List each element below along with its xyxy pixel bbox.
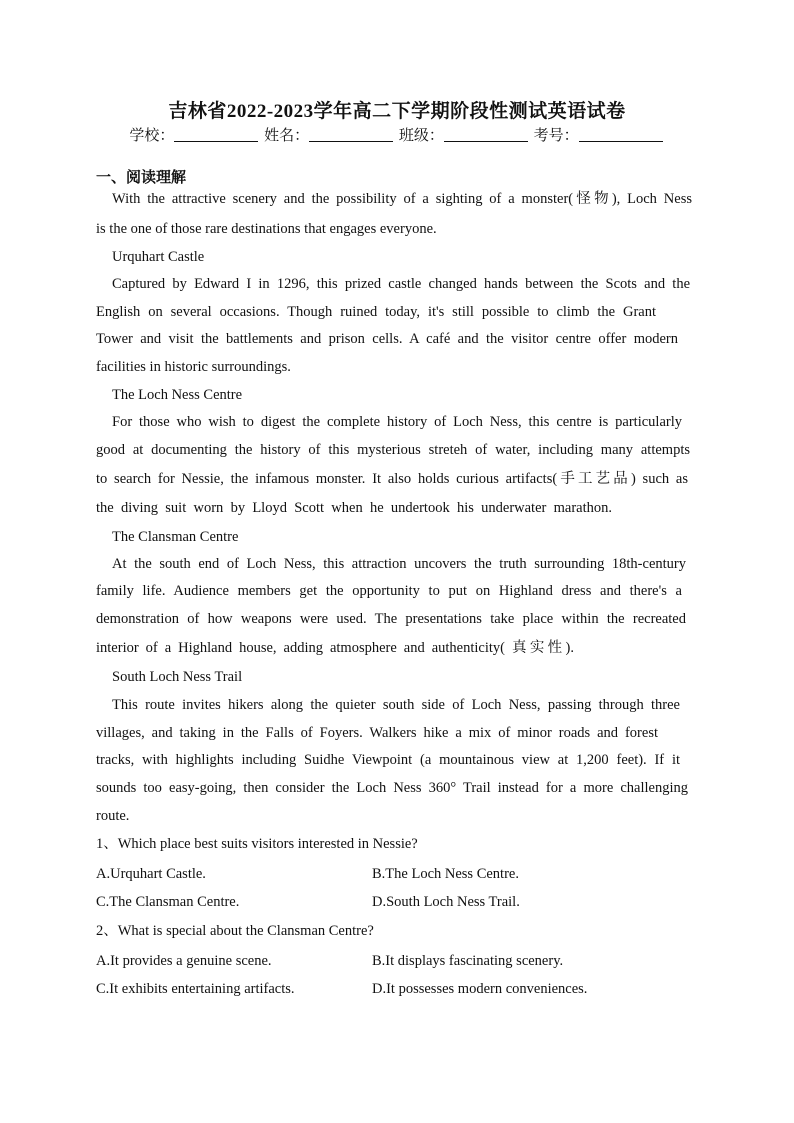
passage-line: Captured by Edward I in 1296, this prized castle changed hands between the Scots and the (112, 276, 690, 292)
question-1-option-c[interactable]: C.The Clansman Centre. (96, 894, 240, 910)
passage-line: to search for Nessie, the infamous monster. It also holds curious artifacts(手工艺品) such as (96, 471, 688, 487)
passage-line: Tower and visit the battlements and prison cells. A café and the visitor centre offer modern (96, 331, 678, 347)
question-stem: 1、Which place best suits visitors interested in Nessie? (96, 836, 418, 852)
question-1-option-b[interactable]: B.The Loch Ness Centre. (372, 866, 519, 882)
passage-line: At the south end of Loch Ness, this attraction uncovers the truth surrounding 18th-century (112, 556, 686, 572)
passage-line: good at documenting the history of this mysterious streteh of water, including many attempts (96, 442, 690, 458)
passage-subheading: South Loch Ness Trail (112, 669, 243, 685)
passage-subheading: Urquhart Castle (112, 249, 205, 265)
question-2-option-d[interactable]: D.It possesses modern conveniences. (372, 981, 588, 997)
class-label: 班级： (398, 128, 444, 144)
school-blank[interactable] (174, 127, 258, 142)
passage-line: tracks, with highlights including Suidhe Viewpoint (a mountainous view at 1,200 feet). If it (96, 752, 680, 768)
passage-line: demonstration of how weapons were used. The presentations take place within the recreated (96, 611, 686, 627)
passage-line: This route invites hikers along the quieter south side of Loch Ness, passing through three (112, 697, 680, 713)
question-1-option-a[interactable]: A.Urquhart Castle. (96, 866, 206, 882)
passage-line: interior of a Highland house, adding atmosphere and authenticity( 真实性). (96, 640, 574, 656)
question-2-option-b[interactable]: B.It displays fascinating scenery. (372, 953, 564, 969)
passage-line: route. (96, 808, 130, 824)
passage-line: English on several occasions. Though ruined today, it's still possible to climb the Grant (96, 304, 656, 320)
student-info-row (0, 124, 794, 145)
exam-number-label: 考号： (533, 128, 579, 144)
passage-subheading: The Clansman Centre (112, 529, 239, 545)
passage-line: facilities in historic surroundings. (96, 359, 291, 375)
passage-line: sounds too easy-going, then consider the Loch Ness 360° Trail instead for a more challenging (96, 780, 688, 796)
passage-line: the diving suit worn by Lloyd Scott when he undertook his underwater marathon. (96, 500, 612, 516)
passage-line: With the attractive scenery and the possibility of a sighting of a monster(怪物), Loch Ness (112, 191, 692, 207)
question-stem: 2、What is special about the Clansman Centre? (96, 923, 374, 939)
name-label: 姓名： (264, 128, 310, 144)
question-2-option-c[interactable]: C.It exhibits entertaining artifacts. (96, 981, 295, 997)
class-blank[interactable] (444, 127, 528, 142)
question-2-option-a[interactable]: A.It provides a genuine scene. (96, 953, 272, 969)
school-label: 学校： (129, 128, 175, 144)
passage-subheading: The Loch Ness Centre (112, 387, 243, 403)
exam-title: 吉林省2022-2023学年高二下学期阶段性测试英语试卷 (168, 101, 626, 122)
exam-number-blank[interactable] (579, 127, 663, 142)
question-1-option-d[interactable]: D.South Loch Ness Trail. (372, 894, 520, 910)
passage-line: For those who wish to digest the complete history of Loch Ness, this centre is particularly (112, 414, 682, 430)
passage-line: villages, and taking in the Falls of Foyers. Walkers hike a mix of minor roads and forest (96, 725, 658, 741)
name-blank[interactable] (309, 127, 393, 142)
section-heading: 一、阅读理解 (96, 168, 187, 186)
passage-line: is the one of those rare destinations that engages everyone. (96, 221, 437, 237)
passage-line: family life. Audience members get the opportunity to put on Highland dress and there's a (96, 583, 682, 599)
